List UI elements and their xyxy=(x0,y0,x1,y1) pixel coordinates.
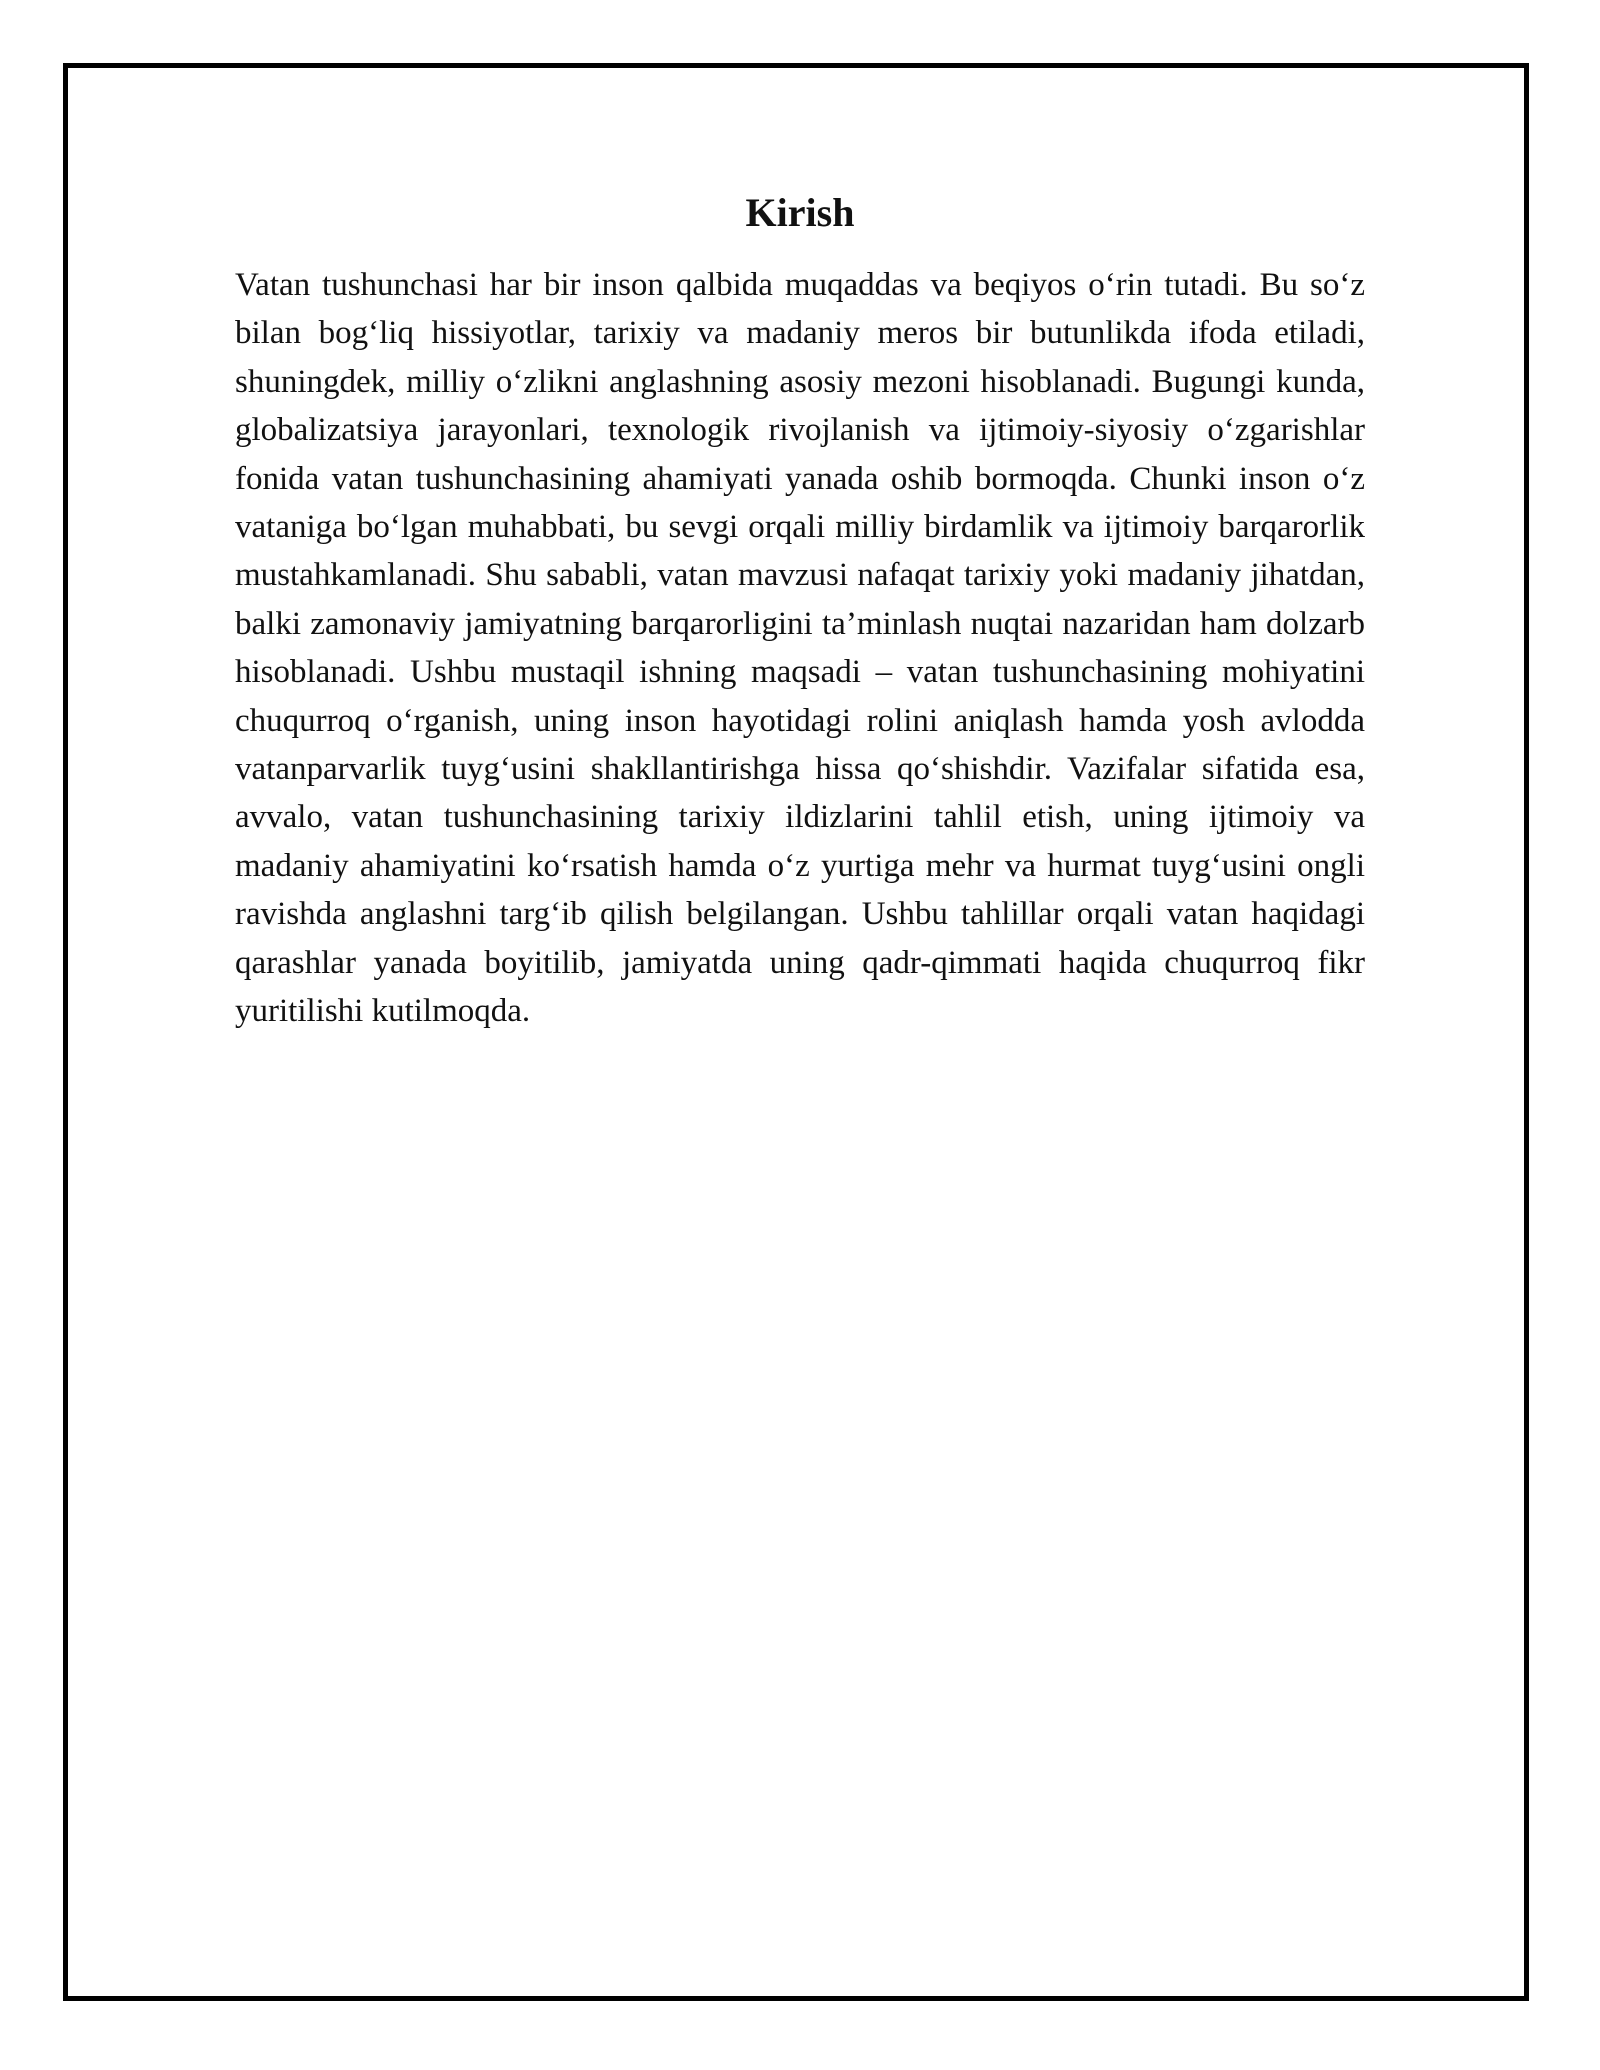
document-content xyxy=(235,185,1365,1036)
intro-paragraph: Vatan tushunchasi har bir inson qalbida muqaddas va beqiyos o‘rin tutadi. Bu so‘z bilan bog‘liq hissiyotlar, tarixiy va madaniy meros bir butunlikda ifoda etiladi, shuningdek, milliy o‘zlikni anglashning asosiy mezoni hisoblanadi. Bugungi kunda, globalizatsiya jarayonlari, texnologik rivojlanish va ijtimoiy-siyosiy o‘zgarishlar fonida vatan tushunchasining ahamiyati yanada oshib bormoqda. Chunki inson o‘z vataniga bo‘lgan muhabbati, bu sevgi orqali milliy birdamlik va ijtimoiy barqarorlik mustahkamlanadi. Shu sababli, vatan mavzusi nafaqat tarixiy yoki madaniy jihatdan, balki zamonaviy jamiyatning barqarorligini ta’minlash nuqtai nazaridan ham dolzarb hisoblanadi. Ushbu mustaqil ishning maqsadi – vatan tushunchasining mohiyatini chuqurroq o‘rganish, uning inson hayotidagi rolini aniqlash hamda yosh avlodda vatanparvarlik tuyg‘usini shakllantirishga hissa qo‘shishdir. Vazifalar sifatida esa, avvalo, vatan tushunchasining tarixiy ildizlarini tahlil etish, uning ijtimoiy va madaniy ahamiyatini ko‘rsatish hamda o‘z yurtiga mehr va hurmat tuyg‘usini ongli ravishda anglashni targ‘ib qilish belgilangan. Ushbu tahlillar orqali vatan haqidagi qarashlar yanada boyitilib, jamiyatda uning qadr-qimmati haqida chuqurroq fikr yuritilishi kutilmoqda. xyxy=(235,267,1365,1030)
section-title: Kirish xyxy=(745,190,855,235)
